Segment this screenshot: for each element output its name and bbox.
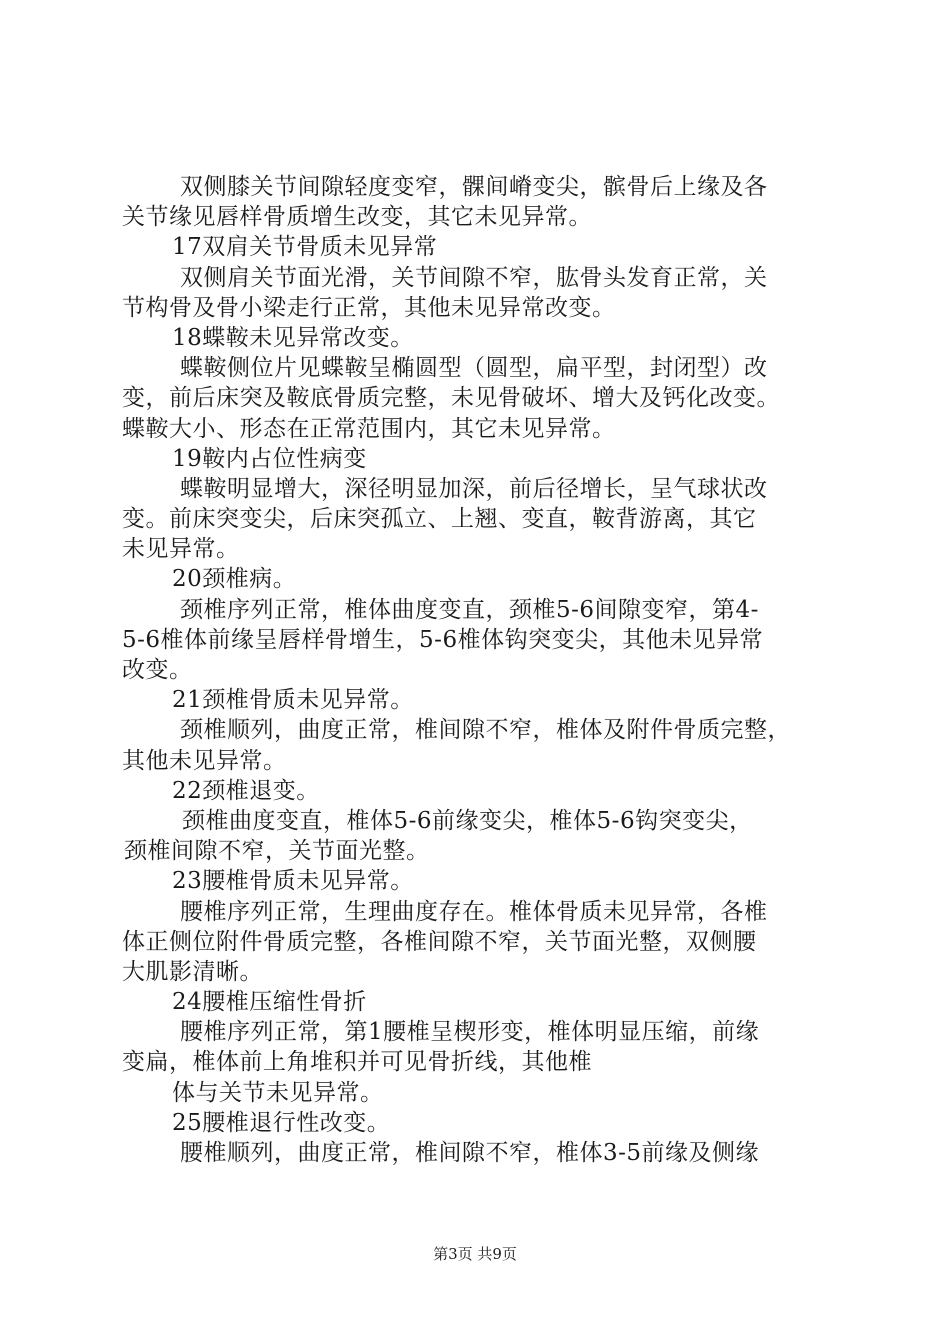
text-line: 颈椎顺列，曲度正常，椎间隙不窄，椎体及附件骨质完整， <box>180 717 791 744</box>
text-line: 23腰椎骨质未见异常。 <box>172 868 414 895</box>
text-line: 蝶鞍大小、形态在正常范围内，其它未见异常。 <box>122 415 616 442</box>
text-line: 双侧膝关节间隙轻度变窄，髁间嵴变尖，髌骨后上缘及各 <box>180 174 768 200</box>
text-line: 19鞍内占位性病变 <box>172 445 367 472</box>
text-line: 其他未见异常。 <box>122 747 287 774</box>
text-line: 关节缘见唇样骨质增生改变，其它未见异常。 <box>122 204 592 231</box>
text-line: 蝶鞍侧位片见蝶鞍呈椭圆型（圆型，扁平型，封闭型）改 <box>180 355 768 382</box>
document-body <box>122 172 842 1168</box>
text-line: 18蝶鞍未见异常改变。 <box>172 324 414 351</box>
text-line: 25腰椎退行性改变。 <box>172 1109 391 1136</box>
text-line: 5-6椎体前缘呈唇样骨增生，5-6椎体钩突变尖，其他未见异常 <box>122 626 764 653</box>
text-line: 17双肩关节骨质未见异常 <box>172 234 438 261</box>
text-line: 改变。 <box>122 657 193 683</box>
text-line: 蝶鞍明显增大，深径明显加深，前后径增长，呈气球状改 <box>180 475 768 502</box>
text-line: 腰椎顺列，曲度正常，椎间隙不窄，椎体3-5前缘及侧缘 <box>180 1140 760 1166</box>
text-line: 大肌影清晰。 <box>122 958 263 985</box>
text-line: 变。前床突变尖，后床突孤立、上翘、变直，鞍背游离，其它 <box>122 506 757 533</box>
text-line: 颈椎序列正常，椎体曲度变直，颈椎5-6间隙变窄，第4- <box>180 596 759 623</box>
text-line: 变扁，椎体前上角堆积并可见骨折线，其他椎 <box>122 1049 592 1076</box>
text-line: 变，前后床突及鞍底骨质完整，未见骨破坏、增大及钙化改变。 <box>122 385 780 412</box>
text-line: 腰椎序列正常，生理曲度存在。椎体骨质未见异常，各椎 <box>180 898 768 925</box>
text-line: 颈椎间隙不窄，关节面光整。 <box>124 838 430 865</box>
text-line: 节构骨及骨小梁走行正常，其他未见异常改变。 <box>122 294 616 321</box>
text-line: 未见异常。 <box>122 536 240 563</box>
text-line: 24腰椎压缩性骨折 <box>172 989 367 1016</box>
text-line: 22颈椎退变。 <box>172 777 320 804</box>
page-footer: 第3页 共9页 <box>433 1245 517 1263</box>
text-line: 21颈椎骨质未见异常。 <box>172 687 414 714</box>
text-line: 双侧肩关节面光滑，关节间隙不窄，肱骨头发育正常，关 <box>180 264 768 291</box>
text-line: 颈椎曲度变直，椎体5-6前缘变尖，椎体5-6钩突变尖， <box>182 807 753 834</box>
text-line: 腰椎序列正常，第1腰椎呈楔形变，椎体明显压缩，前缘 <box>180 1019 760 1046</box>
text-line: 体与关节未见异常。 <box>172 1079 384 1106</box>
text-line: 20颈椎病。 <box>172 566 297 593</box>
text-line: 体正侧位附件骨质完整，各椎间隙不窄，关节面光整，双侧腰 <box>122 928 757 955</box>
